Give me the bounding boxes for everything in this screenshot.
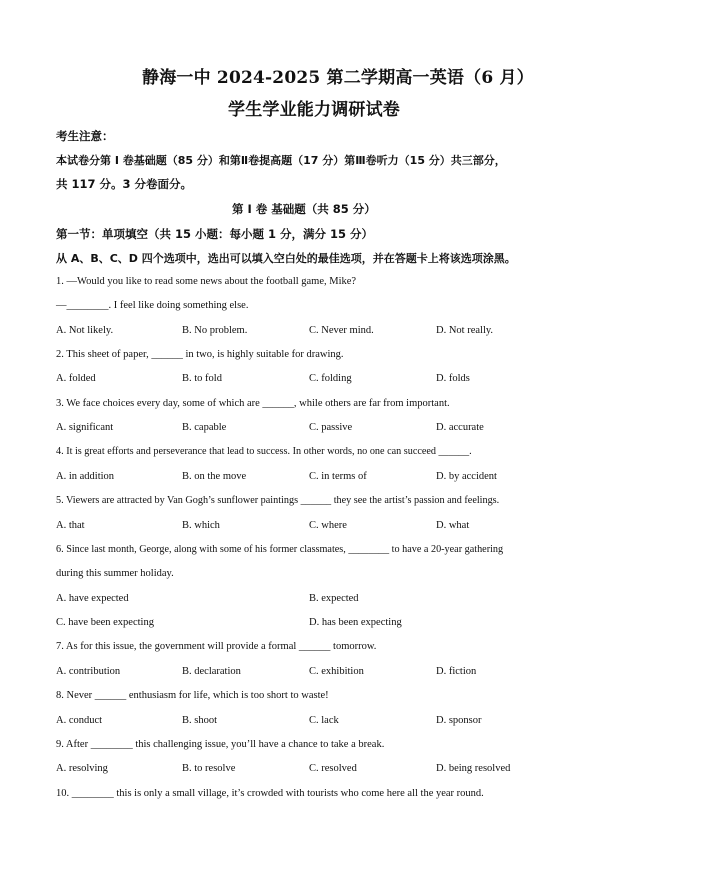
q2-option-c: C. folding — [309, 373, 352, 384]
question-6-stem: 6. Since last month, George, along with some of his former classmates, ________ to have a 20-year gathering — [56, 544, 504, 555]
question-4-stem: 4. It is great efforts and perseverance that lead to success. In other words, no one can succeed ______. — [56, 446, 472, 457]
question-1-stem-cont: —________. I feel like doing something else. — [56, 300, 249, 311]
question-5-stem: 5. Viewers are attracted by Van Gogh’s sunflower paintings ______ they see the artist’s passion and feelings. — [56, 495, 500, 506]
question-3-stem: 3. We face choices every day, some of which are ______, while others are far from important. — [56, 398, 450, 409]
q9-option-b: B. to resolve — [182, 763, 236, 774]
q5-option-d: D. what — [436, 520, 470, 531]
q4-option-c: C. in terms of — [309, 471, 367, 482]
question-8-stem: 8. Never ______ enthusiasm for life, which is too short to waste! — [56, 690, 329, 701]
q5-option-b: B. which — [182, 520, 220, 531]
section-subtitle: 第一节：单项填空（共 15 小题：每小题 1 分，满分 15 分） — [56, 227, 374, 241]
q9-option-c: C. resolved — [309, 763, 357, 774]
q3-option-c: C. passive — [309, 422, 353, 433]
q6-option-a: A. have expected — [56, 593, 129, 604]
q8-option-b: B. shoot — [182, 715, 218, 726]
q5-option-a: A. that — [56, 520, 85, 531]
section-instruction: 从 A、B、C、D 四个选项中，选出可以填入空白处的最佳选项，并在答题卡上将该选项涂黑。 — [56, 252, 516, 265]
q2-option-a: A. folded — [56, 373, 96, 384]
q6-option-d: D. has been expecting — [309, 617, 402, 628]
question-2-stem: 2. This sheet of paper, ______ in two, is highly suitable for drawing. — [56, 349, 344, 360]
question-6-stem-cont: during this summer holiday. — [56, 568, 174, 579]
q8-option-d: D. sponsor — [436, 715, 482, 726]
part-title: 第 I 卷 基础题（共 85 分） — [232, 202, 376, 216]
q1-option-a: A. Not likely. — [56, 325, 114, 336]
question-9-stem: 9. After ________ this challenging issue, you’ll have a chance to take a break. — [56, 739, 385, 750]
notice-line1: 本试卷分第 I 卷基础题（85 分）和第Ⅱ卷提高题（17 分）第Ⅲ卷听力（15 分）共三部分， — [56, 154, 506, 167]
exam-title-line1: 静海一中 2024-2025 第二学期高一英语（6 月） — [142, 68, 534, 88]
q3-option-a: A. significant — [56, 422, 114, 433]
q4-option-a: A. in addition — [56, 471, 115, 482]
q4-option-d: D. by accident — [436, 471, 497, 482]
q9-option-a: A. resolving — [56, 763, 108, 774]
question-7-stem: 7. As for this issue, the government will provide a formal ______ tomorrow. — [56, 641, 377, 652]
q4-option-b: B. on the move — [182, 471, 247, 482]
q8-option-a: A. conduct — [56, 715, 103, 726]
q7-option-a: A. contribution — [56, 666, 121, 677]
exam-title-line2: 学生学业能力调研试卷 — [228, 100, 400, 120]
q6-option-b: B. expected — [309, 593, 359, 604]
question-10-stem: 10. ________ this is only a small village, it’s crowded with tourists who come here all the year round. — [56, 788, 484, 799]
q3-option-b: B. capable — [182, 422, 227, 433]
notice-line2: 共 117 分。3 分卷面分。 — [56, 177, 193, 191]
q1-option-b: B. No problem. — [182, 325, 248, 336]
q2-option-d: D. folds — [436, 373, 470, 384]
q7-option-d: D. fiction — [436, 666, 477, 677]
question-1-stem: 1. —Would you like to read some news about the football game, Mike? — [56, 276, 357, 287]
notice-heading: 考生注意： — [56, 129, 114, 143]
q5-option-c: C. where — [309, 520, 347, 531]
q6-option-c: C. have been expecting — [56, 617, 154, 628]
q3-option-d: D. accurate — [436, 422, 484, 433]
q7-option-c: C. exhibition — [309, 666, 364, 677]
q1-option-d: D. Not really. — [436, 325, 494, 336]
q9-option-d: D. being resolved — [436, 763, 511, 774]
q8-option-c: C. lack — [309, 715, 339, 726]
q1-option-c: C. Never mind. — [309, 325, 374, 336]
q7-option-b: B. declaration — [182, 666, 241, 677]
q2-option-b: B. to fold — [182, 373, 222, 384]
